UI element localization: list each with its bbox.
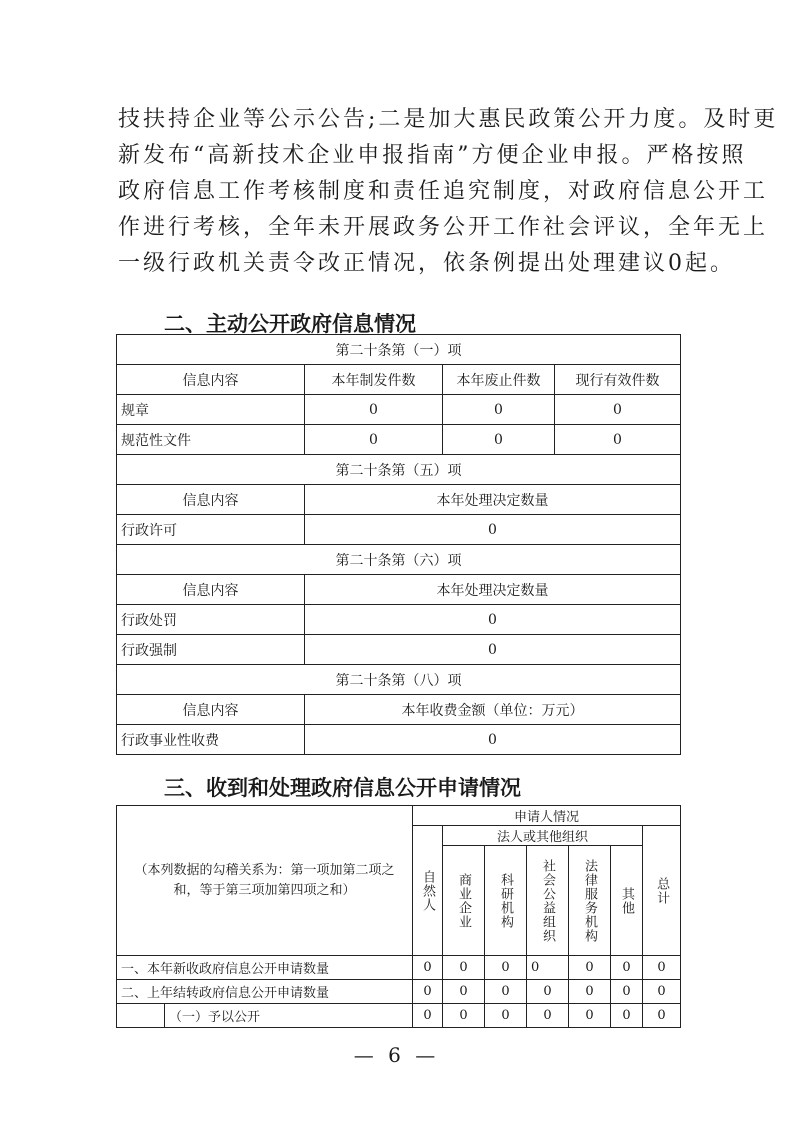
table-row xyxy=(117,425,681,455)
column-header: 信息内容 xyxy=(117,485,305,515)
column-header: 社会公益组织 xyxy=(527,846,569,956)
row-label: 一、本年新收政府信息公开申请数量 xyxy=(117,956,413,980)
cell-value: 0 xyxy=(443,1004,485,1028)
row-label: 行政许可 xyxy=(117,515,305,545)
table-row xyxy=(117,605,681,635)
cell-value: 0 xyxy=(443,956,485,980)
row-label: 行政强制 xyxy=(117,635,305,665)
table-row xyxy=(117,956,681,980)
applicant-header: 申请人情况 xyxy=(413,806,681,826)
cell-value: 0 xyxy=(443,425,555,455)
article-header-1: 第二十条第（一）项 xyxy=(117,335,681,365)
requests-table xyxy=(116,805,681,1028)
column-header: 信息内容 xyxy=(117,365,305,395)
article-header-5: 第二十条第（五）项 xyxy=(117,455,681,485)
article-header-8: 第二十条第（八）项 xyxy=(117,665,681,695)
cell-value: 0 xyxy=(569,956,611,980)
cell-value: 0 xyxy=(569,1004,611,1028)
row-label: 行政事业性收费 xyxy=(117,725,305,755)
cell-value: 0 xyxy=(643,956,681,980)
row-label: （一）予以公开 xyxy=(165,1004,413,1028)
column-header: 自然人 xyxy=(413,826,443,956)
section-heading-requests: 三、收到和处理政府信息公开申请情况 xyxy=(164,776,521,800)
table-row xyxy=(117,635,681,665)
cell-value: 0 xyxy=(555,425,681,455)
legal-entity-header: 法人或其他组织 xyxy=(443,826,643,846)
column-header: 信息内容 xyxy=(117,575,305,605)
table-row xyxy=(117,515,681,545)
cell-value: 0 xyxy=(611,956,643,980)
cell-value: 0 xyxy=(305,605,681,635)
indent-cell xyxy=(117,1004,165,1028)
cell-value: 0 xyxy=(569,980,611,1004)
cell-value: 0 xyxy=(413,1004,443,1028)
cell-value: 0 xyxy=(305,425,443,455)
article-header-6: 第二十条第（六）项 xyxy=(117,545,681,575)
note-cell: （本列数据的勾稽关系为：第一项加第二项之和，等于第三项加第四项之和） xyxy=(117,806,413,956)
cell-value: 0 xyxy=(305,725,681,755)
column-header: 本年制发件数 xyxy=(305,365,443,395)
column-header: 法律服务机构 xyxy=(569,846,611,956)
cell-value: 0 xyxy=(305,515,681,545)
column-header: 商业企业 xyxy=(443,846,485,956)
row-label: 规范性文件 xyxy=(117,425,305,455)
column-header: 本年废止件数 xyxy=(443,365,555,395)
column-header: 本年收费金额（单位：万元） xyxy=(305,695,681,725)
cell-value: 0 xyxy=(555,395,681,425)
row-label: 行政处罚 xyxy=(117,605,305,635)
paragraph-line: 政府信息工作考核制度和责任追究制度，对政府信息公开工 xyxy=(118,179,769,204)
proactive-disclosure-table xyxy=(116,334,681,755)
cell-value: 0 xyxy=(527,980,569,1004)
paragraph-line: 作进行考核，全年未开展政务公开工作社会评议，全年无上 xyxy=(118,215,769,240)
column-header: 科研机构 xyxy=(485,846,527,956)
column-header: 总计 xyxy=(643,826,681,956)
column-header: 信息内容 xyxy=(117,695,305,725)
cell-value: 0 xyxy=(485,980,527,1004)
cell-value: 0 xyxy=(443,395,555,425)
cell-value: 0 xyxy=(413,980,443,1004)
table-row xyxy=(117,725,681,755)
cell-value: 0 xyxy=(527,1004,569,1028)
cell-value: 0 xyxy=(443,980,485,1004)
row-label: 规章 xyxy=(117,395,305,425)
section-heading-proactive-disclosure: 二、主动公开政府信息情况 xyxy=(164,312,416,336)
table-row xyxy=(117,980,681,1004)
table-row xyxy=(117,1004,681,1028)
cell-value: 0 xyxy=(643,980,681,1004)
column-header: 其他 xyxy=(611,846,643,956)
paragraph-line: 一级行政机关责令改正情况，依条例提出处理建议0起。 xyxy=(118,251,735,276)
body-paragraph xyxy=(118,102,779,282)
cell-value: 0 xyxy=(611,980,643,1004)
column-header: 现行有效件数 xyxy=(555,365,681,395)
cell-value: 0 xyxy=(413,956,443,980)
column-header: 本年处理决定数量 xyxy=(305,485,681,515)
row-label: 二、上年结转政府信息公开申请数量 xyxy=(117,980,413,1004)
cell-value: 0 xyxy=(305,395,443,425)
cell-value: 0 xyxy=(643,1004,681,1028)
cell-value: 0 xyxy=(305,635,681,665)
page-number: — 6 — xyxy=(353,1043,440,1067)
cell-value: 0 xyxy=(485,1004,527,1028)
paragraph-line: 新发布“高新技术企业申报指南”方便企业申报。严格按照 xyxy=(118,143,747,168)
column-header: 本年处理决定数量 xyxy=(305,575,681,605)
cell-value: 0 xyxy=(485,956,527,980)
cell-value: 0 xyxy=(611,1004,643,1028)
cell-value: 0 xyxy=(527,956,569,980)
table-row xyxy=(117,395,681,425)
paragraph-line: 技扶持企业等公示公告;二是加大惠民政策公开力度。及时更 xyxy=(118,107,779,132)
